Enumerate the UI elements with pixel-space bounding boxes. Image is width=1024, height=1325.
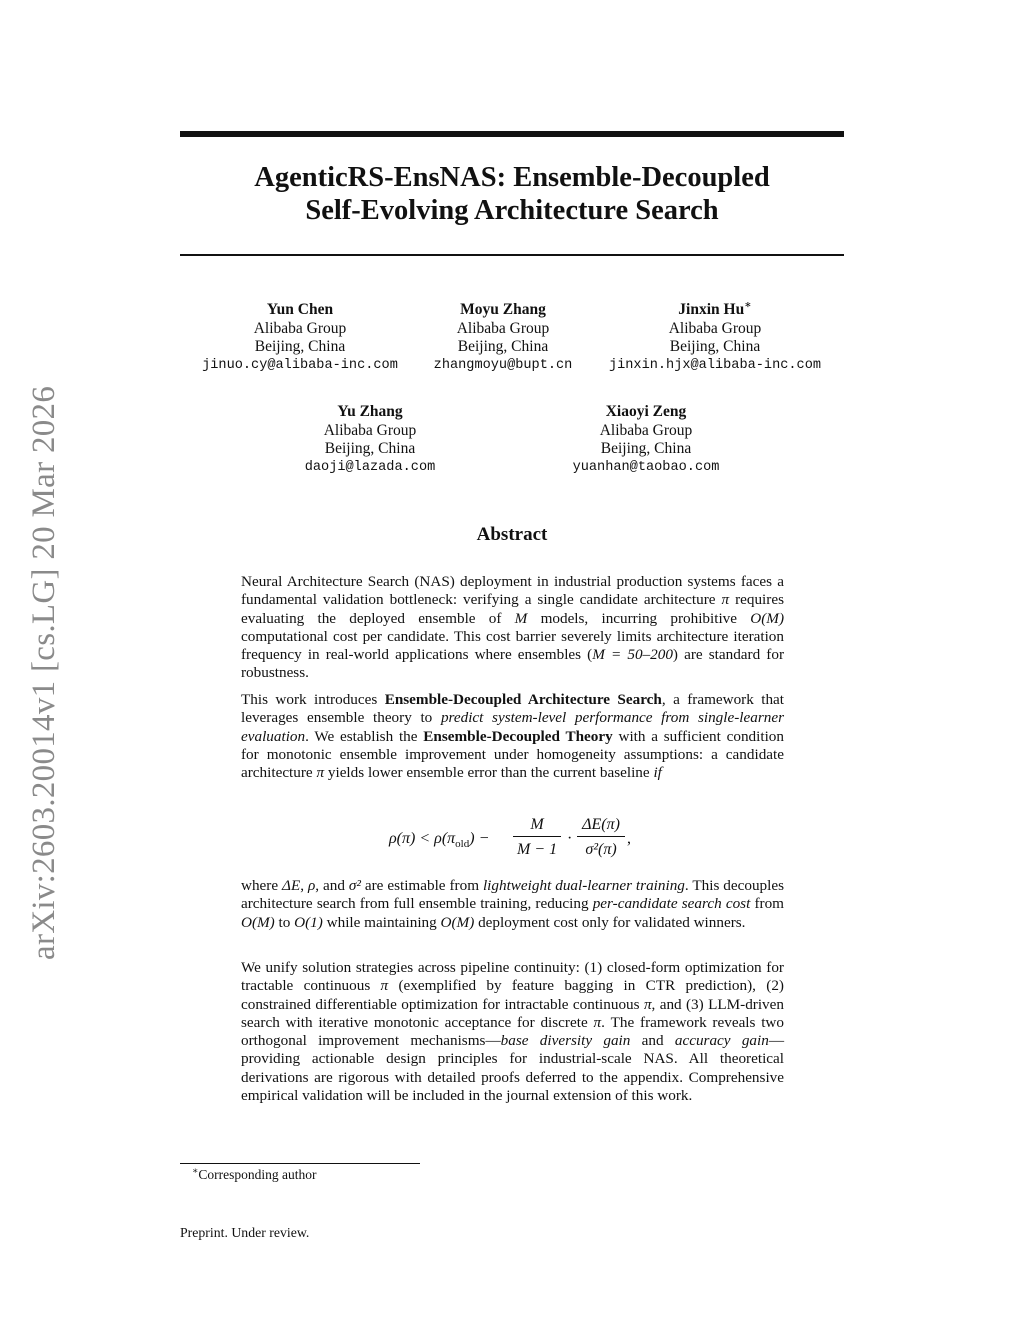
- footnote: [192, 1167, 317, 1183]
- corresponding-mark: ∗: [744, 298, 752, 311]
- text: , a framework that leverages ensemble theory to: [241, 691, 785, 727]
- author-name: Yun Chen: [266, 301, 334, 318]
- author-location: Beijing, China: [457, 338, 549, 355]
- abstract-paragraph-4: [241, 959, 784, 1105]
- author-email[interactable]: yuanhan@taobao.com: [572, 459, 720, 475]
- text: We unify solution strategies across pipeline continuity: (1) closed-form optimization for tractable continuous: [241, 959, 784, 995]
- math-om: O(M): [750, 609, 784, 627]
- text: (exemplified by feature bagging in CTR prediction), (2) constrained differentiable optimization for intractable continuous: [241, 977, 784, 1013]
- italic-phrase: accuracy gain: [674, 1032, 769, 1050]
- arxiv-side-label: arXiv:2603.20014v1 [cs.LG] 20 Mar 2026: [26, 385, 62, 960]
- author-affiliation: Alibaba Group: [668, 319, 762, 337]
- text: . The framework reveals two orthogonal improvement mechanisms—: [241, 1013, 784, 1050]
- author-block-5: [546, 403, 746, 477]
- author-email[interactable]: jinxin.hjx@alibaba-inc.com: [608, 357, 822, 373]
- italic-phrase: predict system-level performance from single-learner evaluation: [241, 709, 784, 745]
- text: —providing actionable design principles for industrial-scale NAS. All theoretical derivations are rigorous with detailed proofs deferred to the appendix. Comprehensive empirical validation will be included in the journal extension of this work.: [241, 1032, 785, 1105]
- author-name: Moyu Zhang: [460, 301, 546, 318]
- fraction-2-denominator: σ²(π): [585, 841, 617, 858]
- author-affiliation: Alibaba Group: [599, 421, 693, 439]
- author-block-2: [413, 301, 593, 375]
- author-block-1: [180, 301, 420, 375]
- author-affiliation: Alibaba Group: [323, 421, 417, 439]
- title-top-rule: [180, 131, 844, 137]
- fraction-1-denominator: M − 1: [516, 841, 558, 858]
- equation-dot: ·: [567, 830, 573, 847]
- math-pi: π: [721, 591, 730, 609]
- text: from: [750, 895, 784, 913]
- paper-title: [180, 161, 844, 227]
- author-location: Beijing, China: [254, 338, 346, 355]
- equation-lhs: $\rho(\pi) < \rho(\pi_{old})$ −: [389, 830, 490, 850]
- math-range: M = 50–200: [592, 646, 673, 664]
- title-line-2: Self-Evolving Architecture Search: [305, 195, 719, 226]
- fraction-2-numerator: ΔE(π): [582, 816, 620, 833]
- author-affiliation: Alibaba Group: [253, 319, 347, 337]
- text: , and: [315, 877, 349, 894]
- author-location: Beijing, China: [669, 338, 761, 355]
- math-rho: ρ: [307, 877, 316, 894]
- text: This work introduces: [241, 691, 385, 708]
- author-email[interactable]: daoji@lazada.com: [304, 459, 436, 475]
- author-name: Yu Zhang: [337, 403, 403, 420]
- italic-phrase: per-candidate search cost: [592, 895, 751, 913]
- title-bottom-rule: [180, 254, 844, 256]
- math-o1: O(1): [294, 913, 323, 931]
- italic-phrase: base diversity gain: [500, 1032, 631, 1050]
- footnote-mark: ∗: [192, 1166, 199, 1177]
- text: . This decouples architecture search from full ensemble training, reducing: [241, 877, 785, 913]
- math-pi: π: [643, 995, 652, 1013]
- bold-term: Ensemble-Decoupled Architecture Search: [384, 691, 662, 708]
- author-location: Beijing, China: [600, 440, 692, 457]
- text: deployment cost only for validated winners.: [474, 913, 746, 931]
- text: ,: [300, 877, 308, 894]
- text: requires evaluating the deployed ensemble of: [241, 591, 784, 627]
- author-block-3: [595, 298, 835, 375]
- text: , and (3) LLM-driven search with iterative monotonic acceptance for discrete: [241, 995, 784, 1031]
- abstract-paragraph-2: [241, 691, 784, 782]
- abstract-paragraph-3: [241, 877, 784, 932]
- text: computational cost per candidate. This cost barrier severely limits architecture iteration frequency in real-world applications where ensembles (: [241, 627, 784, 664]
- math-pi: π: [380, 977, 389, 995]
- text: yields lower ensemble error than the current baseline: [324, 764, 654, 782]
- math-delta-e: ΔE: [282, 877, 301, 894]
- author-email[interactable]: zhangmoyu@bupt.cn: [433, 357, 573, 373]
- text: to: [274, 913, 295, 931]
- math-sigma-squared: σ²: [348, 877, 361, 894]
- footnote-rule: [180, 1163, 420, 1164]
- author-name: [595, 298, 835, 320]
- text: models, incurring prohibitive: [527, 609, 751, 627]
- text: and: [630, 1032, 675, 1050]
- abstract-heading: Abstract: [476, 524, 548, 545]
- math-om: O(M): [440, 913, 475, 931]
- author-location: Beijing, China: [324, 440, 416, 457]
- author-affiliation: Alibaba Group: [456, 319, 550, 337]
- math-pi: π: [593, 1013, 602, 1031]
- display-equation: [241, 813, 784, 863]
- text: are estimable from: [360, 877, 483, 894]
- page-footer: Preprint. Under review.: [180, 1225, 310, 1240]
- text: ) are standard for robustness.: [241, 646, 784, 682]
- italic-phrase: lightweight dual-learner training: [482, 877, 685, 894]
- math-m: M: [514, 609, 528, 627]
- text: Neural Architecture Search (NAS) deployment in industrial production systems faces a fundamental validation bottleneck: verifying a single candidate architecture: [241, 573, 784, 609]
- footnote-text: Corresponding author: [198, 1167, 317, 1182]
- author-name-text: Jinxin Hu: [678, 301, 745, 318]
- title-line-1: AgenticRS-EnsNAS: Ensemble-Decoupled: [254, 162, 770, 193]
- italic-phrase: if: [653, 764, 662, 782]
- text: . We establish the: [305, 727, 424, 745]
- math-pi: π: [316, 764, 325, 782]
- author-name: Xiaoyi Zeng: [605, 403, 687, 420]
- fraction-1-numerator: M: [530, 816, 544, 833]
- text: while maintaining: [322, 913, 441, 931]
- equation-comma: ,: [627, 830, 631, 847]
- abstract-paragraph-1: [241, 573, 784, 683]
- author-block-4: [270, 403, 470, 477]
- text: where: [241, 877, 283, 894]
- author-email[interactable]: jinuo.cy@alibaba-inc.com: [202, 357, 398, 373]
- math-om: O(M): [241, 913, 275, 931]
- text: with a sufficient condition for monotonic ensemble improvement under homogeneity assumptions: a candidate architecture: [241, 727, 784, 782]
- bold-term: Ensemble-Decoupled Theory: [423, 727, 613, 745]
